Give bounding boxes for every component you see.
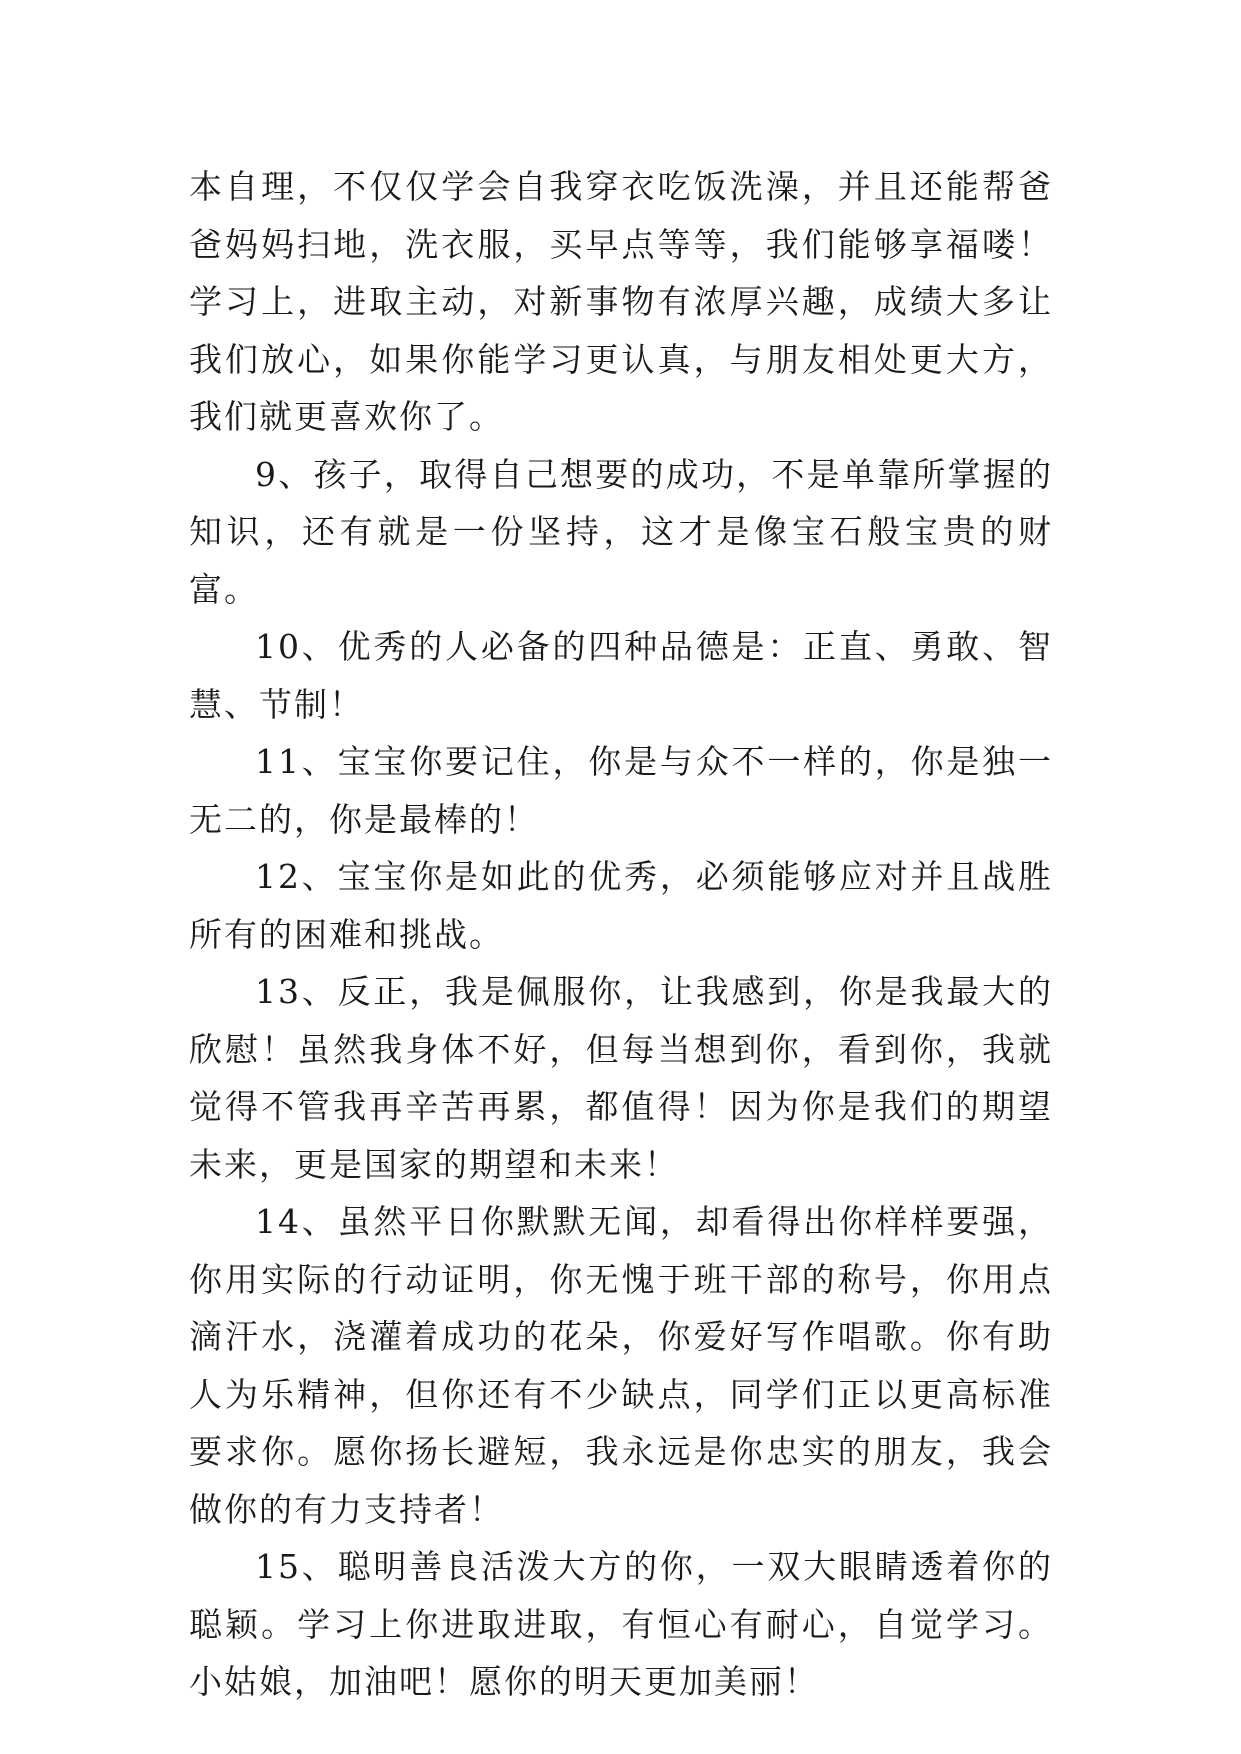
paragraph-item-13: 13、反正，我是佩服你，让我感到，你是我最大的欣慰！虽然我身体不好，但每当想到你，看到你，我就觉得不管我再辛苦再累，都值得！因为你是我们的期望未来，更是国家的期望和未来！ (189, 972, 1053, 1184)
paragraph-item-14: 14、虽然平日你默默无闻，却看得出你样样要强，你用实际的行动证明，你无愧于班干部的称号，你用点滴汗水，浇灌着成功的花朵，你爱好写作唱歌。你有助人为乐精神，但你还有不少缺点，同学们正以更高标准要求你。愿你扬长避短，我永远是你忠实的朋友，我会做你的有力支持者！ (189, 1202, 1053, 1529)
paragraph-continuation: 本自理，不仅仅学会自我穿衣吃饭洗澡，并且还能帮爸爸妈妈扫地，洗衣服，买早点等等，我们能够享福喽！学习上，进取主动，对新事物有浓厚兴趣，成绩大多让我们放心，如果你能学习更认真，与朋友相处更大方，我们就更喜欢你了。 (189, 167, 1053, 436)
paragraph-item-9: 9、孩子，取得自己想要的成功，不是单靠所掌握的知识，还有就是一份坚持，这才是像宝石般宝贵的财富。 (189, 454, 1053, 609)
document-body (189, 158, 1053, 1711)
paragraph-item-12: 12、宝宝你是如此的优秀，必须能够应对并且战胜所有的困难和挑战。 (189, 857, 1053, 954)
paragraph-item-10: 10、优秀的人必备的四种品德是：正直、勇敢、智慧、节制！ (189, 627, 1053, 724)
paragraph-item-15: 15、聪明善良活泼大方的你，一双大眼睛透着你的聪颖。学习上你进取进取，有恒心有耐心，自觉学习。小姑娘，加油吧！愿你的明天更加美丽！ (189, 1547, 1053, 1701)
paragraph-item-11: 11、宝宝你要记住，你是与众不一样的，你是独一无二的，你是最棒的！ (189, 742, 1053, 839)
